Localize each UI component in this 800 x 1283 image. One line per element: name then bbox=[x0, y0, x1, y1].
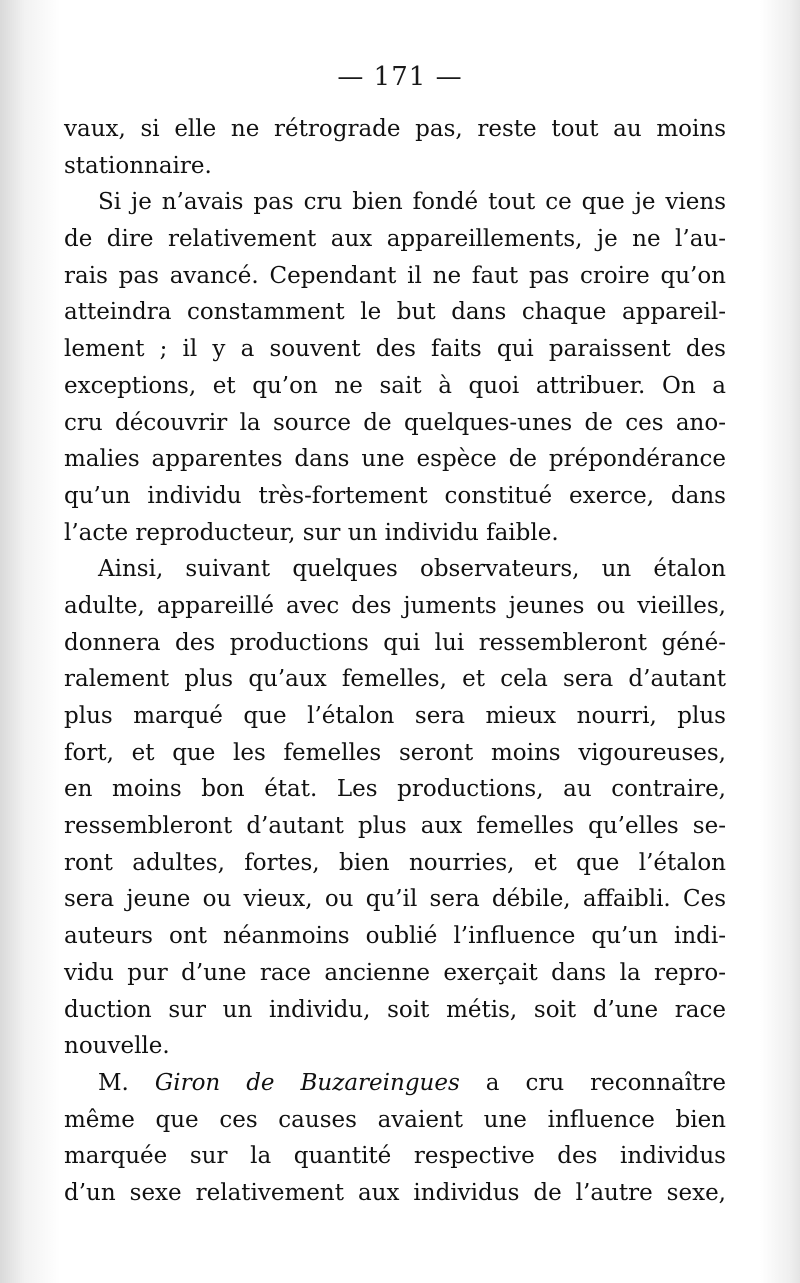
text-line: duction sur un individu, soit métis, soit d’une race bbox=[64, 996, 726, 1023]
text-line: de dire relativement aux appareillements, je ne l’au- bbox=[64, 226, 726, 253]
text-line: Si je n’avais pas cru bien fondé tout ce que je viens bbox=[98, 189, 726, 216]
text-line: donnera des productions qui lui ressembleront géné- bbox=[64, 629, 726, 656]
text-line: cru découvrir la source de quelques-unes de ces ano- bbox=[64, 409, 726, 436]
text-line: d’un sexe relativement aux individus de l’autre sexe, bbox=[64, 1179, 726, 1206]
author-name: Giron de Buzareingues bbox=[154, 1069, 460, 1096]
text-line: lement ; il y a souvent des faits qui paraissent des bbox=[64, 336, 726, 363]
text-line: marquée sur la quantité respective des individus bbox=[64, 1143, 726, 1170]
text-line: même que ces causes avaient une influence bien bbox=[64, 1106, 726, 1133]
text-line: qu’un individu très-fortement constitué exerce, dans bbox=[64, 482, 726, 509]
text-line: ront adultes, fortes, bien nourries, et que l’étalon bbox=[64, 849, 726, 876]
text-line: Ainsi, suivant quelques observateurs, un étalon bbox=[98, 556, 726, 583]
text-line: ressembleront d’autant plus aux femelles qu’elles se- bbox=[64, 813, 726, 840]
text-line: stationnaire. bbox=[64, 152, 212, 179]
page-number: — 171 — bbox=[337, 62, 463, 92]
text-line: rais pas avancé. Cependant il ne faut pas croire qu’on bbox=[64, 262, 726, 289]
text-line: auteurs ont néanmoins oublié l’influence qu’un indi- bbox=[64, 923, 726, 950]
text-line: en moins bon état. Les productions, au contraire, bbox=[64, 776, 726, 803]
text-line: ralement plus qu’aux femelles, et cela sera d’autant bbox=[64, 666, 726, 693]
text-line: atteindra constamment le but dans chaque appareil- bbox=[64, 299, 726, 326]
text-line: vidu pur d’une race ancienne exerçait dans la repro- bbox=[64, 959, 726, 986]
text-line: M. Giron de Buzareingues a cru reconnaître bbox=[98, 1069, 726, 1096]
text-line: sera jeune ou vieux, ou qu’il sera débile, affaibli. Ces bbox=[64, 886, 726, 913]
text-line: l’acte reproducteur, sur un individu faible. bbox=[64, 519, 559, 546]
text-line: fort, et que les femelles seront moins vigoureuses, bbox=[64, 739, 726, 766]
text-line: exceptions, et qu’on ne sait à quoi attribuer. On a bbox=[64, 372, 726, 399]
body-text bbox=[64, 111, 726, 1212]
text-line: nouvelle. bbox=[64, 1033, 170, 1060]
text-line: malies apparentes dans une espèce de prépondérance bbox=[64, 446, 726, 473]
text-line: plus marqué que l’étalon sera mieux nourri, plus bbox=[64, 703, 726, 729]
text-line: vaux, si elle ne rétrograde pas, reste tout au moins bbox=[64, 116, 726, 142]
text-line: adulte, appareillé avec des juments jeunes ou vieilles, bbox=[64, 592, 726, 619]
